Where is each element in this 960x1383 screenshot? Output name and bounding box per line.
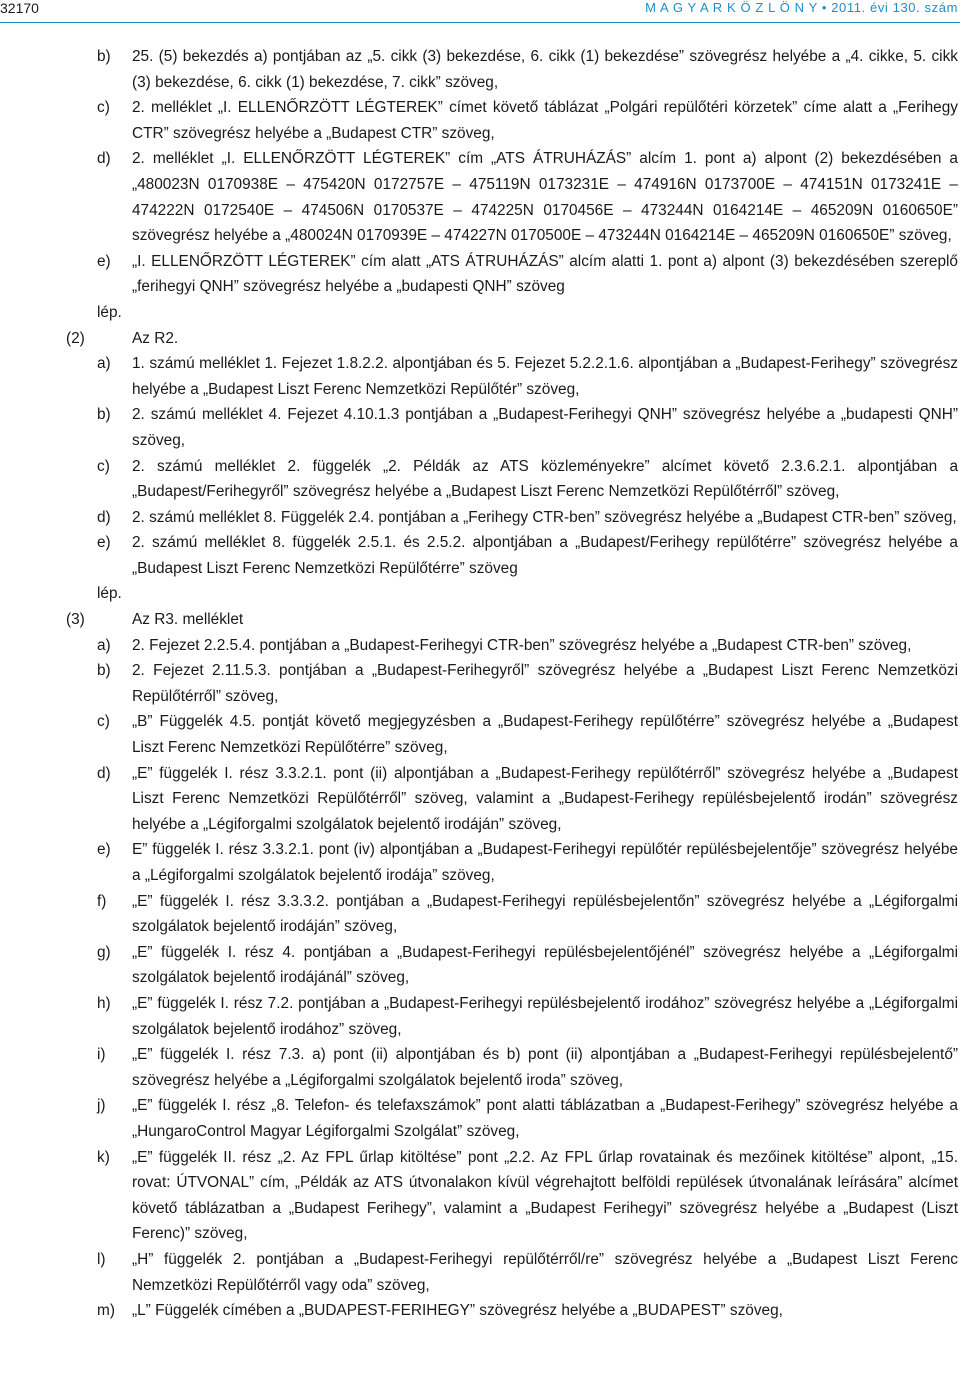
journal-title: M A G Y A R K Ö Z L Ö N Y • 2011. évi 130. szám	[645, 0, 958, 15]
list-item	[0, 658, 960, 709]
item-label: c)	[97, 457, 110, 475]
item-label: g)	[97, 943, 111, 961]
item-label: l)	[97, 1250, 106, 1268]
item-label: c)	[97, 99, 110, 117]
item-label: e)	[97, 841, 111, 859]
list-item	[0, 633, 960, 659]
item-text: E” függelék I. rész 3.3.2.1. pont (iv) alpontjában a „Budapest-Ferihegyi repülőtér repülésbejelentője” szövegrész helyébe a „Légiforgalmi szolgálatok bejelentő irodája” szöveg,	[132, 841, 958, 884]
item-label: d)	[97, 150, 111, 168]
page-number: 32170	[0, 0, 39, 16]
list-item	[0, 351, 960, 402]
lep-line: lép.	[97, 585, 122, 603]
page-header	[0, 0, 960, 22]
list-item	[0, 991, 960, 1042]
item-text: 2. melléklet „I. ELLENŐRZÖTT LÉGTEREK” cím „ATS ÁTRUHÁZÁS” alcím 1. pont a) alpont (2) bekezdésében a „480023N 0170938E – 475420N 0172757E – 475119N 0173231E – 474916N 0173700E – 474151N 0173241E – 474222N 0172540E – 474506N 0170537E – 474225N 0170456E – 473244N 0164214E – 465209N 0160650E” szövegrész helyébe a „480024N 0170939E – 474227N 0170500E – 473244N 0164214E – 465209N 0160650E” szöveg,	[132, 150, 958, 245]
item-text: 2. Fejezet 2.11.5.3. pontjában a „Budapest-Ferihegyről” szövegrész helyébe a „Budapest Liszt Ferenc Nemzetközi Repülőtérről” szöveg,	[132, 662, 958, 705]
document-body	[0, 44, 960, 1324]
item-text: 2. számú melléklet 8. Függelék 2.4. pontjában a „Ferihegy CTR-ben” szövegrész helyébe a „Budapest CTR-ben” szöveg,	[132, 508, 957, 526]
list-item	[0, 1093, 960, 1144]
header-rule	[0, 22, 960, 23]
section-number: (3)	[66, 611, 85, 629]
item-text: „E” függelék I. rész 4. pontjában a „Budapest-Ferihegyi repülésbejelentőjénél” szövegrész helyébe a „Légiforgalmi szolgálatok bejelentő irodájánál” szöveg,	[132, 943, 958, 987]
list-item	[0, 709, 960, 760]
section-heading	[0, 326, 960, 352]
list-item	[0, 454, 960, 505]
list-item	[0, 1042, 960, 1093]
list-item	[0, 1145, 960, 1247]
item-text: 25. (5) bekezdés a) pontjában az „5. cikk (3) bekezdése, 6. cikk (1) bekezdése” szövegrész helyébe a „4. cikke, 5. cikk (3) bekezdése, 6. cikk (1) bekezdése, 7. cikk” szöveg,	[132, 48, 958, 91]
item-label: d)	[97, 508, 111, 526]
item-label: i)	[97, 1046, 106, 1064]
item-label: b)	[97, 662, 111, 680]
list-item	[0, 889, 960, 940]
list-item	[0, 1298, 960, 1324]
item-text: 1. számú melléklet 1. Fejezet 1.8.2.2. alpontjában és 5. Fejezet 5.2.2.1.6. alpontjában a „Budapest-Ferihegy” szövegrész helyébe a „Budapest Liszt Ferenc Nemzetközi Repülőtér” szöveg,	[132, 355, 958, 398]
item-text: 2. számú melléklet 2. függelék „2. Példák az ATS közleményekre” alcímet követő 2.3.6.2.1. alpontjában a „Budapest/Ferihegyről” szövegrész helyébe a „Budapest Liszt Ferenc Nemzetközi Repülőtérről” szöveg,	[132, 457, 958, 501]
item-text: „H” függelék 2. pontjában a „Budapest-Ferihegyi repülőtérről/re” szövegrész helyébe a „Budapest Liszt Ferenc Nemzetközi Repülőtérről vagy oda” szöveg,	[132, 1250, 958, 1294]
item-text: „E” függelék II. rész „2. Az FPL űrlap kitöltése” pont „2.2. Az FPL űrlap rovatainak és mezőinek kitöltése” alpont, „15. rovat: ÚTVONAL” cím, „Példák az ATS útvonalakon kívül végrehajtott belföldi repülések útvonalának leírására” alcímet követő táblázatban a „Budapest Ferihegy”, valamint a „Budapest Ferihegyi” szövegrész helyébe a „Budapest (Liszt Ferenc)” szöveg,	[132, 1148, 958, 1243]
item-text: 2. számú melléklet 4. Fejezet 4.10.1.3 pontjában a „Budapest-Ferihegyi QNH” szövegrész helyébe a „budapesti QNH” szöveg,	[132, 406, 958, 449]
item-text: „L” Függelék címében a „BUDAPEST-FERIHEGY” szövegrész helyébe a „BUDAPEST” szöveg,	[132, 1302, 783, 1320]
lep-line: lép.	[97, 303, 122, 321]
item-label: a)	[97, 355, 111, 373]
item-text: 2. Fejezet 2.2.5.4. pontjában a „Budapest-Ferihegyi CTR-ben” szövegrész helyébe a „Budapest CTR-ben” szöveg,	[132, 636, 912, 654]
item-text: „B” Függelék 4.5. pontját követő megjegyzésben a „Budapest-Ferihegy repülőtérre” szövegrész helyébe a „Budapest Liszt Ferenc Nemzetközi Repülőtérre” szöveg,	[132, 713, 958, 757]
item-label: h)	[97, 994, 111, 1012]
item-label: d)	[97, 764, 111, 782]
item-label: b)	[97, 48, 111, 65]
section-heading	[0, 607, 960, 633]
list-item	[0, 146, 960, 248]
list-item	[0, 249, 960, 300]
item-text: „E” függelék I. rész 3.3.3.2. pontjában a „Budapest-Ferihegyi repülésbejelentőn” szövegrész helyébe a „Légiforgalmi szolgálatok bejelentő irodáján” szöveg,	[132, 892, 958, 936]
item-text: „E” függelék I. rész 3.3.2.1. pont (ii) alpontjában a „Budapest-Ferihegy repülőtérről” szövegrész helyébe a „Budapest Liszt Ferenc Nemzetközi Repülőtérről” szöveg, valamint a „Budapest-Ferihegy repülésbejelentő irodán” szövegrész helyébe a „Légiforgalmi szolgálatok bejelentő irodáján” szöveg,	[132, 764, 958, 833]
item-text: „I. ELLENŐRZÖTT LÉGTEREK” cím alatt „ATS ÁTRUHÁZÁS” alcím alatti 1. pont a) alpont (3) bekezdésében szereplő „ferihegyi QNH” szövegrész helyébe a „budapesti QNH” szöveg	[132, 252, 958, 296]
list-item	[0, 95, 960, 146]
list-item	[0, 530, 960, 581]
item-label: c)	[97, 713, 110, 731]
section-title: Az R3. melléklet	[132, 611, 244, 629]
item-label: j)	[97, 1097, 106, 1115]
section-title: Az R2.	[132, 329, 179, 347]
item-label: m)	[97, 1302, 115, 1320]
item-label: k)	[97, 1148, 110, 1166]
item-text: „E” függelék I. rész 7.2. pontjában a „Budapest-Ferihegyi repülésbejelentő irodához” szövegrész helyébe a „Légiforgalmi szolgálatok bejelentő irodához” szöveg,	[132, 994, 958, 1038]
item-label: f)	[97, 892, 107, 910]
list-item	[0, 940, 960, 991]
list-item	[0, 761, 960, 838]
item-text: 2. számú melléklet 8. függelék 2.5.1. és 2.5.2. alpontjában a „Budapest/Ferihegy repülőtérre” szövegrész helyébe a „Budapest Liszt Ferenc Nemzetközi Repülőtérre” szöveg	[132, 534, 958, 577]
list-item	[0, 1247, 960, 1298]
list-item	[0, 837, 960, 888]
item-label: e)	[97, 534, 111, 552]
item-label: a)	[97, 636, 111, 654]
item-text: „E” függelék I. rész 7.3. a) pont (ii) alpontjában és b) pont (ii) alpontjában a „Budapest-Ferihegyi repülésbejelentő” szövegrész helyébe a „Légiforgalmi szolgálatok bejelentő iroda” szöveg,	[132, 1046, 958, 1089]
item-label: b)	[97, 406, 111, 424]
item-text: „E” függelék I. rész „8. Telefon- és telefaxszámok” pont alatti táblázatban a „Budapest-Ferihegy” szövegrész helyébe a „HungaroControl Magyar Légiforgalmi Szolgálat” szöveg,	[132, 1097, 958, 1140]
item-text: 2. melléklet „I. ELLENŐRZÖTT LÉGTEREK” címet követő táblázat „Polgári repülőtéri körzetek” címe alatt a „Ferihegy CTR” szövegrész helyébe a „Budapest CTR” szöveg,	[132, 99, 958, 142]
list-item	[0, 44, 960, 95]
list-item	[0, 505, 960, 531]
item-label: e)	[97, 252, 111, 270]
section-number: (2)	[66, 329, 85, 347]
list-item	[0, 402, 960, 453]
